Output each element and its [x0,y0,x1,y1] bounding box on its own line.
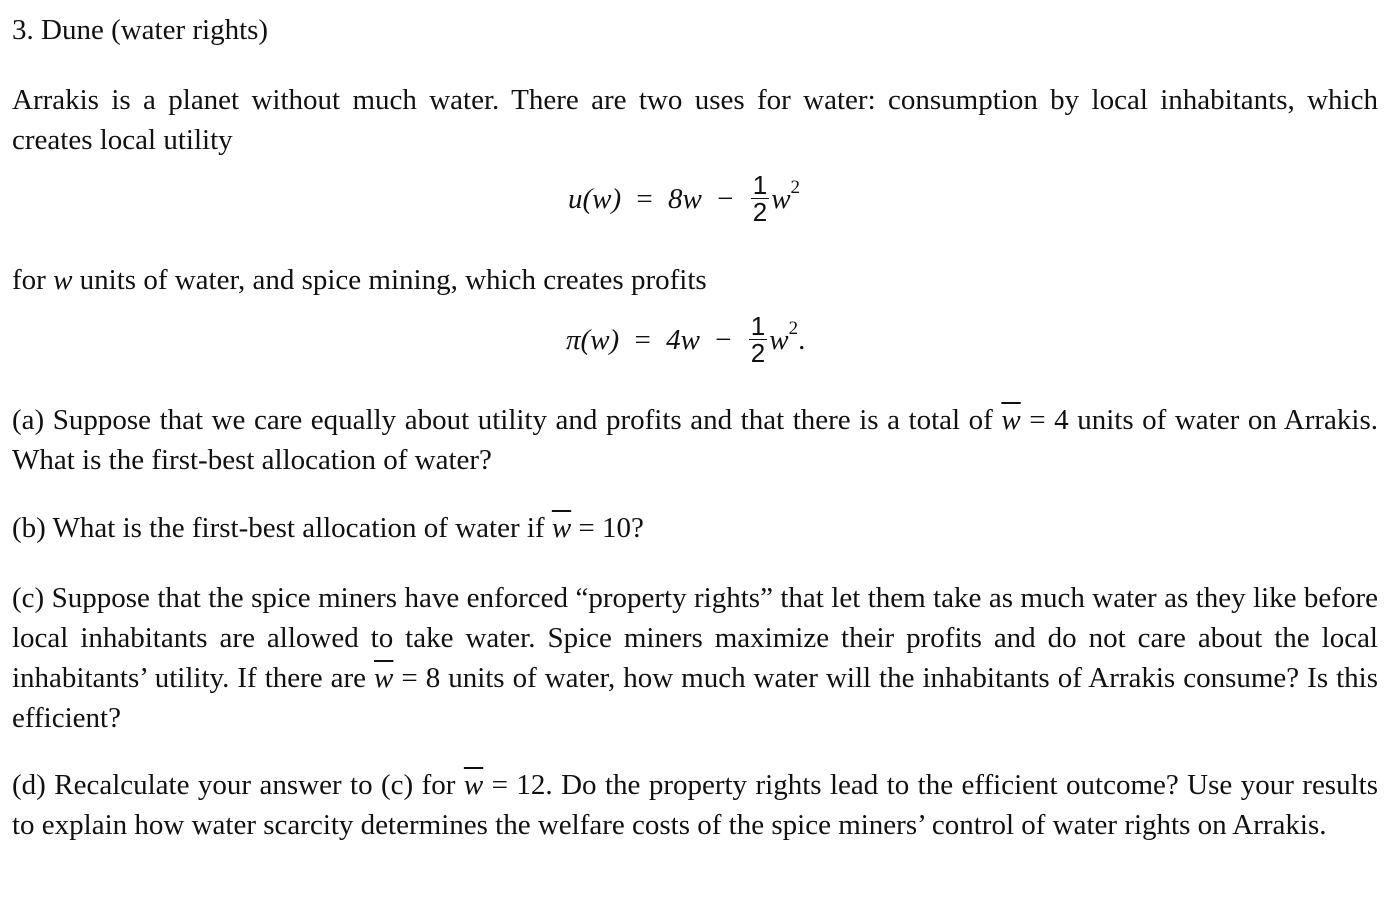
fraction-numerator: 1 [752,170,768,200]
w-bar-symbol: $\overline{w}$ [551,512,572,544]
quadratic-variable: w [769,323,789,356]
question-c-text-post: = 8 units of water, how much water will the inhabitants of Arrakis consume? Is this efficient? [12,662,1378,734]
question-c [12,578,1378,738]
one-half-fraction [749,313,767,366]
profit-function-name: π [566,323,581,356]
fraction-numerator: 1 [750,311,766,341]
exponent: 2 [788,317,799,339]
question-a-text-pre: (a) Suppose that we care equally about utility and profits and that there is a total of [12,404,1002,436]
intro-paragraph: Arrakis is a planet without much water. There are two uses for water: consumption by local inhabitants, which creates local utility [12,84,1378,156]
equals-sign: = [636,182,653,215]
question-d [12,765,1378,845]
question-b [12,508,1378,548]
fraction-denominator: 2 [752,197,768,227]
linear-term: 4w [666,323,700,356]
equals-sign: = [634,323,651,356]
minus-sign: − [717,182,734,215]
middle-paragraph [12,260,1378,300]
linear-term: 8w [668,182,702,215]
middle-variable: w [53,264,73,296]
one-half-fraction [751,172,769,225]
question-a-text-post: = 4 units of water on Arrakis. What is the first-best allocation of water? [12,404,1378,476]
equation-end: . [798,323,806,356]
problem-heading: 3. Dune (water rights) [12,14,269,46]
utility-equation [568,172,800,252]
question-d-text-post: = 12. Do the property rights lead to the efficient outcome? Use your results to explain how water scarcity determines the welfare costs of the spice miners’ control of water rights on Arrakis. [12,769,1378,841]
utility-function-arg: (w) [582,182,622,215]
middle-text-post: units of water, and spice mining, which creates profits [72,264,707,296]
middle-text-pre: for [12,264,54,296]
question-d-text-pre: (d) Recalculate your answer to (c) for [12,769,464,801]
w-bar-symbol: $\overline{w}$ [1001,404,1021,436]
w-bar-symbol: $\overline{w}$ [463,769,484,801]
profit-function-arg: (w) [580,323,620,356]
profit-equation [566,313,805,393]
w-bar-symbol: $\overline{w}$ [374,662,394,694]
utility-function-name: u [568,182,583,215]
minus-sign: − [715,323,732,356]
fraction-denominator: 2 [750,338,766,368]
question-c-text-pre: (c) Suppose that the spice miners have enforced “property rights” that let them take as much water as they like before local inhabitants are allowed to take water. Spice miners maximize their profits and do not care about the local inhabitants’ utility. If there are [12,582,1378,694]
question-b-text-post: = 10? [571,512,644,544]
quadratic-variable: w [771,182,791,215]
exponent: 2 [790,176,801,198]
question-a [12,400,1378,480]
question-b-text-pre: (b) What is the first-best allocation of water if [12,512,552,544]
